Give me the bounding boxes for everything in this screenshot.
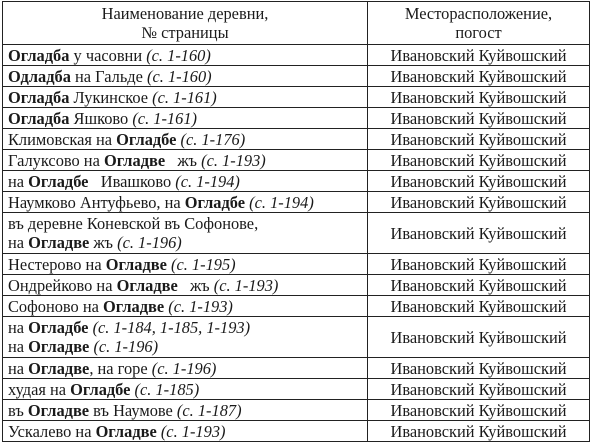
village-line xyxy=(8,67,212,86)
location-cell: Ивановский Куйвошский xyxy=(368,254,590,275)
village-line xyxy=(8,401,242,420)
village-name-bold: Огладбе xyxy=(70,379,131,399)
header-location xyxy=(368,2,590,45)
location-cell: Ивановский Куйвошский xyxy=(368,400,590,421)
village-name-bold: Огладве xyxy=(105,254,167,274)
village-cell xyxy=(3,129,368,150)
table-row xyxy=(3,275,590,296)
village-name-bold: Огладбе xyxy=(184,192,246,212)
village-line xyxy=(8,88,217,107)
village-text: на xyxy=(8,233,29,252)
village-line xyxy=(8,422,225,441)
location-cell: Ивановский Куйвошский xyxy=(368,87,590,108)
village-line xyxy=(8,130,245,149)
village-text: въ Наумове xyxy=(89,400,177,420)
village-name-bold: Огладве xyxy=(103,150,166,170)
page-reference: (с. 1-196) xyxy=(117,233,182,252)
village-cell xyxy=(3,317,368,358)
location-cell: Ивановский Куйвошский xyxy=(368,358,590,379)
village-name-bold: Огладбе xyxy=(28,171,89,191)
village-line xyxy=(8,109,197,128)
page-reference: (с. 1-193) xyxy=(201,150,266,170)
village-text: жъ xyxy=(89,233,118,252)
location-cell: Ивановский Куйвошский xyxy=(368,213,590,254)
page-reference: (с. 1-196) xyxy=(151,358,217,378)
location-cell: Ивановский Куйвошский xyxy=(368,171,590,192)
location-cell: Ивановский Куйвошский xyxy=(368,108,590,129)
table-row xyxy=(3,358,590,379)
village-name-bold: Огладба xyxy=(8,87,70,107)
village-line xyxy=(8,151,266,170)
village-line xyxy=(8,255,236,274)
village-line xyxy=(8,214,362,233)
village-cell xyxy=(3,45,368,66)
location-cell: Ивановский Куйвошский xyxy=(368,66,590,87)
village-cell xyxy=(3,296,368,317)
page-reference: (с. 1-161) xyxy=(152,87,217,107)
table-row xyxy=(3,108,590,129)
village-name-bold: Огладве xyxy=(28,358,90,378)
header-village-name-line1: Наименование деревни, xyxy=(101,4,269,23)
village-text: у часовни xyxy=(69,45,147,65)
village-text: Ондрейково на xyxy=(8,275,117,295)
village-cell xyxy=(3,192,368,213)
page-reference: (с. 1-193) xyxy=(213,275,279,295)
village-line xyxy=(8,337,362,356)
village-text: на xyxy=(8,337,29,356)
village-text: Лукинское xyxy=(69,87,153,107)
village-name-bold: Огладбе xyxy=(116,129,177,149)
village-line xyxy=(8,297,233,316)
location-cell: Ивановский Куйвошский xyxy=(368,45,590,66)
village-text: на xyxy=(8,171,29,191)
village-name-bold: Огладве xyxy=(28,337,90,356)
table-row xyxy=(3,66,590,87)
village-text: на Гальде xyxy=(70,66,148,86)
village-name-bold: Огладба xyxy=(8,45,70,65)
village-cell xyxy=(3,275,368,296)
village-text: Ускалево на xyxy=(8,421,96,441)
village-text: Галуксово на xyxy=(8,150,104,170)
village-text: Софоново на xyxy=(8,296,103,316)
village-name-bold: Одладба xyxy=(8,66,71,86)
village-line xyxy=(8,380,199,399)
table-row xyxy=(3,317,590,358)
village-cell xyxy=(3,66,368,87)
table-row xyxy=(3,296,590,317)
village-name-bold: Огладве xyxy=(27,400,90,420)
village-name-bold: Огладве xyxy=(102,296,165,316)
location-cell: Ивановский Куйвошский xyxy=(368,379,590,400)
page-reference: (с. 1-194) xyxy=(249,192,314,212)
village-line xyxy=(8,172,240,191)
location-cell: Ивановский Куйвошский xyxy=(368,275,590,296)
page-reference: (с. 1-160) xyxy=(146,45,211,65)
village-cell xyxy=(3,171,368,192)
village-text: Ивашково xyxy=(88,171,176,191)
village-cell xyxy=(3,108,368,129)
table-row xyxy=(3,421,590,442)
header-location-line2: погост xyxy=(455,23,502,42)
village-text: въ деревне Коневской въ Софонове, xyxy=(8,214,259,233)
village-line xyxy=(8,318,362,337)
table-row xyxy=(3,171,590,192)
village-cell xyxy=(3,87,368,108)
location-cell: Ивановский Куйвошский xyxy=(368,150,590,171)
village-text: жъ xyxy=(165,150,202,170)
page-reference: (с. 1-195) xyxy=(170,254,236,274)
page-reference: (с. 1-193) xyxy=(168,296,233,316)
page-reference: (с. 1-185) xyxy=(134,379,200,399)
village-cell xyxy=(3,400,368,421)
village-cell xyxy=(3,213,368,254)
table-row xyxy=(3,400,590,421)
village-text: Наумково Антуфьево, на xyxy=(8,192,185,212)
table-row xyxy=(3,379,590,400)
table-row xyxy=(3,45,590,66)
table-row xyxy=(3,129,590,150)
village-line xyxy=(8,46,211,65)
table-row xyxy=(3,150,590,171)
table-row xyxy=(3,192,590,213)
village-text: Яшково xyxy=(69,108,133,128)
page-reference: (с. 1-187) xyxy=(176,400,242,420)
location-cell: Ивановский Куйвошский xyxy=(368,317,590,358)
village-cell xyxy=(3,379,368,400)
location-cell: Ивановский Куйвошский xyxy=(368,296,590,317)
village-line xyxy=(8,193,314,212)
village-cell xyxy=(3,358,368,379)
village-text: , на горе xyxy=(89,358,152,378)
location-cell: Ивановский Куйвошский xyxy=(368,421,590,442)
village-text: въ xyxy=(8,400,28,420)
village-text: на xyxy=(8,358,29,378)
header-village-name xyxy=(3,2,368,45)
village-cell xyxy=(3,421,368,442)
village-name-bold: Огладве xyxy=(28,233,90,252)
village-text: жъ xyxy=(177,275,214,295)
village-text: Климовская на xyxy=(8,129,117,149)
location-cell: Ивановский Куйвошский xyxy=(368,129,590,150)
page-reference: (с. 1-194) xyxy=(175,171,240,191)
page-reference: (с. 1-161) xyxy=(132,108,197,128)
page-reference: (с. 1-196) xyxy=(93,337,159,356)
page-reference: (с. 1-193) xyxy=(160,421,226,441)
village-line xyxy=(8,276,278,295)
location-cell: Ивановский Куйвошский xyxy=(368,192,590,213)
village-name-bold: Огладба xyxy=(8,108,70,128)
village-text: Нестерово на xyxy=(8,254,106,274)
village-name-bold: Огладве xyxy=(95,421,157,441)
village-cell xyxy=(3,150,368,171)
village-line xyxy=(8,359,216,378)
page-reference: (с. 1-176) xyxy=(180,129,246,149)
header-location-line1: Месторасположение, xyxy=(404,4,553,23)
table-row xyxy=(3,213,590,254)
header-row xyxy=(3,2,590,45)
table-row xyxy=(3,254,590,275)
village-text: на xyxy=(8,318,29,337)
village-line xyxy=(8,233,362,252)
village-name-bold: Огладве xyxy=(116,275,178,295)
village-text: худая на xyxy=(8,379,71,399)
table-body xyxy=(3,45,590,442)
villages-table xyxy=(2,1,590,442)
village-name-bold: Огладбе xyxy=(28,318,89,337)
page-reference: (с. 1-160) xyxy=(147,66,212,86)
village-cell xyxy=(3,254,368,275)
header-village-name-line2: № страницы xyxy=(141,23,229,42)
table-row xyxy=(3,87,590,108)
page-reference: (с. 1-184, 1-185, 1-193) xyxy=(92,318,251,337)
